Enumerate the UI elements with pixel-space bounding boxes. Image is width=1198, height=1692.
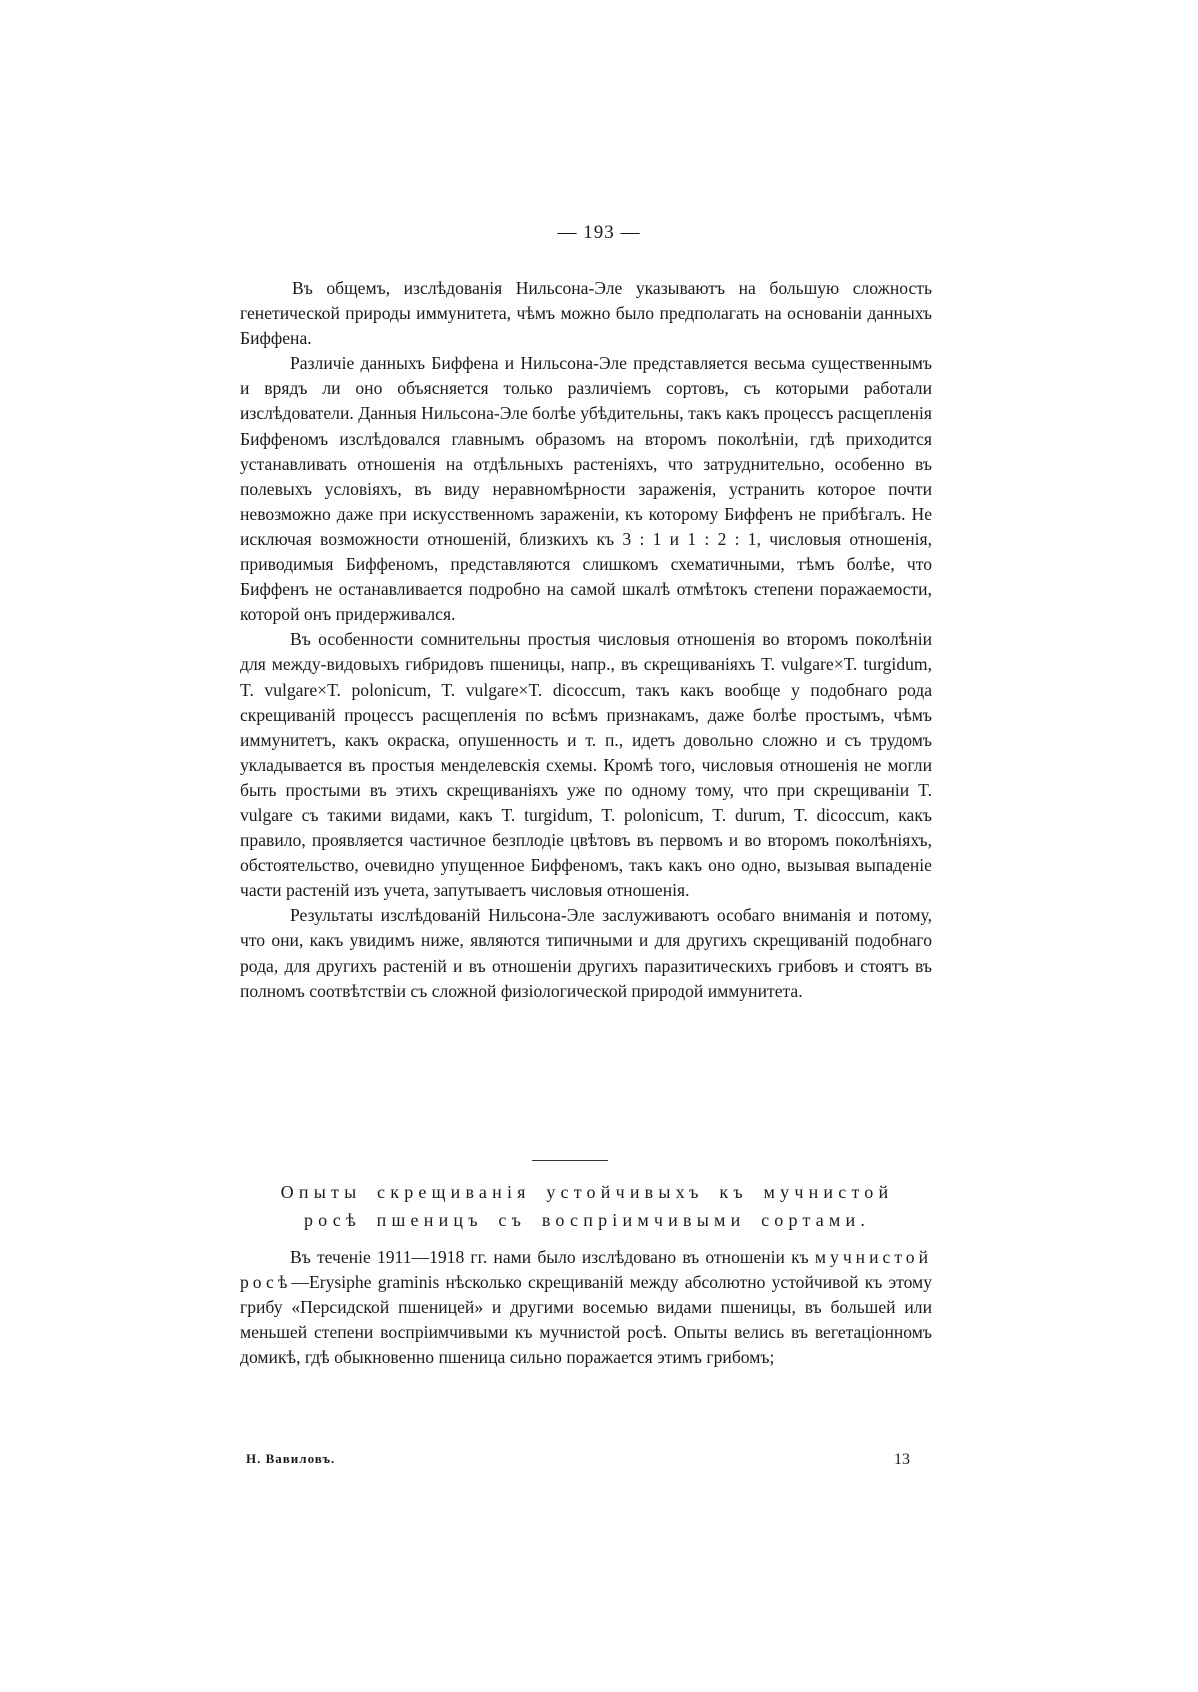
footer-sheet-number: 13 xyxy=(894,1451,910,1468)
main-text-top xyxy=(240,276,932,1004)
paragraph-5-spaced-term: мучнистой росѣ xyxy=(240,1247,932,1293)
paragraph-5-rest: —Erysiphe graminis нѣсколько скрещиваній между абсолютно устойчивой къ этому грибу «Персидской пшеницей» и другими восемью видами пшеницы, въ большей или меньшей степени воспріимчивыми къ мучнистой росѣ. Опыты велись въ вегетаціонномъ домикѣ, гдѣ обыкновенно пшеница сильно поражается этимъ грибомъ; xyxy=(240,1272,932,1368)
paragraph-3: Въ особенности сомнительны простыя числовыя отношенія во второмъ поколѣніи для между-видовыхъ гибридовъ пшеницы, напр., въ скрещиваніяхъ T. vulgare×T. turgidum, T. vulgare×T. polonicum, T. vulgare×T. dicoccum, такъ какъ вообще у подобнаго рода скрещиваній процессъ расщепленія по всѣмъ признакамъ, даже болѣе простымъ, чѣмъ иммунитетъ, какъ окраска, опушенность и т. п., идетъ довольно сложно и съ трудомъ укладывается въ простыя менделевскія схемы. Кромѣ того, числовыя отношенія не могли быть простыми въ этихъ скрещиваніяхъ уже по одному тому, что при скрещиваніи T. vulgare съ такими видами, какъ T. turgidum, T. polonicum, T. durum, T. dicoccum, какъ правило, проявляется частичное безплодіе цвѣтовъ въ первомъ и во второмъ поколѣніяхъ, обстоятельство, очевидно упущенное Биффеномъ, такъ какъ оно одно, вызывая выпаденіе части растеній изъ учета, запутываетъ числовыя отношенія. xyxy=(240,629,932,901)
paragraph-5-lead: Въ теченіе 1911—1918 гг. нами было изслѣдовано въ отношеніи къ xyxy=(290,1247,815,1267)
section-heading-line-2: росѣ пшеницъ съ воспріимчивыми сортами. xyxy=(303,1210,871,1230)
main-text-bottom xyxy=(240,1245,932,1370)
paragraph-2: Различіе данныхъ Биффена и Нильсона-Эле представляется весьма существеннымъ и врядъ ли оно объясняется только различіемъ сортовъ, съ которыми работали изслѣдователи. Данныя Нильсона-Эле болѣе убѣдительны, такъ какъ процессъ расщепленія Биффеномъ изслѣдовался главнымъ образомъ на второмъ поколѣніи, гдѣ приходится устанавливать отношенія на отдѣльныхъ растеніяхъ, что затруднительно, особенно въ полевыхъ условіяхъ, въ виду неравномѣрности зараженія, устранить которое почти невозможно даже при искусственномъ зараженіи, къ которому Биффенъ не прибѣгалъ. Не исключая возможности отношеній, близкихъ къ 3 : 1 и 1 : 2 : 1, числовыя отношенія, приводимыя Биффеномъ, представляются слишкомъ схематичными, тѣмъ болѣе, что Биффенъ не останавливается подробно на самой шкалѣ отмѣтокъ степени поражаемости, которой онъ придерживался. xyxy=(240,353,932,625)
footer-author: Н. Вавиловъ. xyxy=(246,1451,336,1466)
section-separator xyxy=(532,1160,608,1161)
section-heading-line-1: Опыты скрещиванія устойчивыхъ къ мучнистой xyxy=(280,1182,894,1202)
paragraph-4: Результаты изслѣдованій Нильсона-Эле заслуживаютъ особаго вниманія и потому, что они, какъ увидимъ ниже, являются типичными и для другихъ скрещиваній подобнаго рода, для другихъ растеній и въ отношеніи другихъ паразитическихъ грибовъ и стоятъ въ полномъ соотвѣтствіи съ сложной физіологической природой иммунитета. xyxy=(240,905,932,1001)
paragraph-5 xyxy=(240,1245,932,1370)
section-heading xyxy=(234,1178,940,1234)
paragraph-1: Въ общемъ, изслѣдованія Нильсона-Эле указываютъ на большую сложность генетической природы иммунитета, чѣмъ можно было предполагать на основаніи данныхъ Биффена. xyxy=(240,278,932,349)
page-number: — 193 — xyxy=(557,222,641,243)
